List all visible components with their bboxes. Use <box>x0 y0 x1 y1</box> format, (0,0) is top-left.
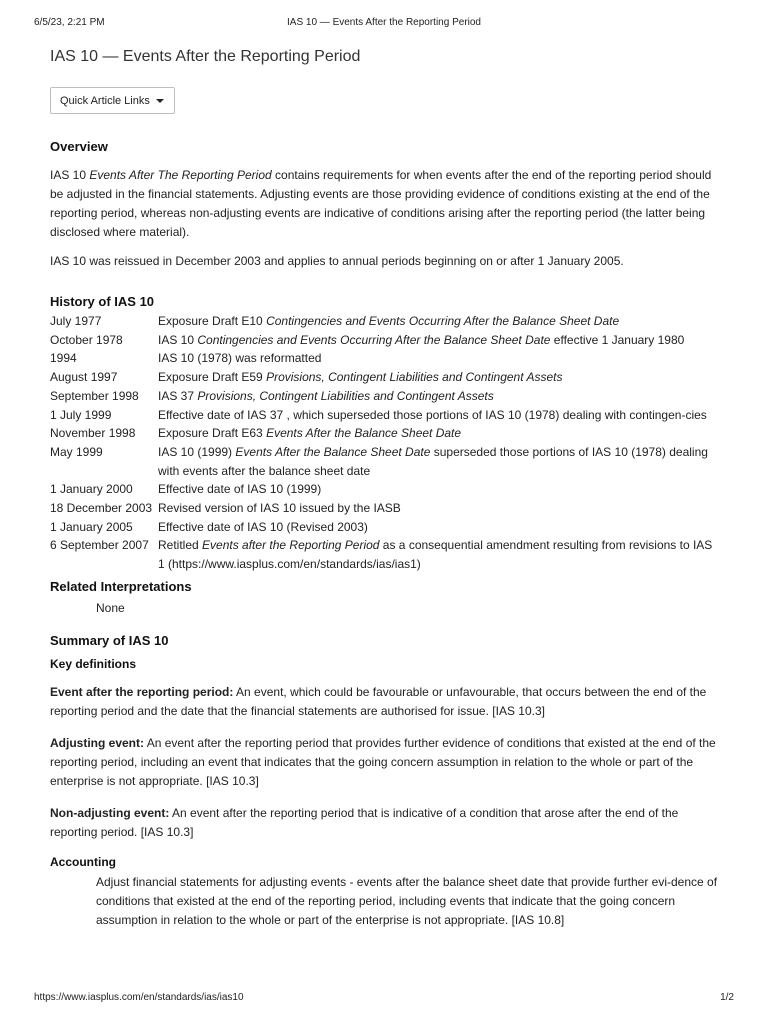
overview-p1-rest: contains requirements for when events after the end of the reporting period should be adjusted in the financial statements. Adjusting events are those providing evidence of conditions existing at the end of the reporting period, whereas non-adjusting events are indicative of conditions arising after the reporting period (the latter being disclosed where material). <box>50 168 712 239</box>
accounting-paragraph: Adjust financial statements for adjusting events - events after the balance sheet date that provide further evi-dence of conditions that existed at the end of the reporting period, including events that indicate that the going concern assumption in relation to the whole or part of the enterprise is not appropriate. [IAS 10.8] <box>96 874 718 927</box>
history-document-title: Provisions, Contingent Liabilities and Contingent Assets <box>197 388 494 403</box>
history-date: October 1978 <box>50 332 123 347</box>
history-description <box>158 368 718 387</box>
history-text-continued: effective 1 January 1980 <box>550 332 685 347</box>
history-description <box>158 349 718 368</box>
print-footer <box>34 992 734 1003</box>
related-interpretations-heading: Related Interpretations <box>50 578 192 594</box>
history-row <box>50 499 718 518</box>
definition-term: Non-adjusting event: <box>50 805 170 820</box>
history-row <box>50 424 718 443</box>
history-date: September 1998 <box>50 388 139 403</box>
definition-term: Adjusting event: <box>50 735 145 750</box>
history-document-title: Events after the Reporting Period <box>202 538 380 553</box>
key-definitions-heading: Key definitions <box>50 656 137 671</box>
definition-non-adjusting-event <box>50 804 718 842</box>
quick-article-links-button[interactable] <box>50 87 175 114</box>
overview-heading: Overview <box>50 139 108 154</box>
history-text: IAS 10 (1978) was reformatted <box>158 351 322 366</box>
history-document-title: Provisions, Contingent Liabilities and Contingent Assets <box>266 370 563 385</box>
history-description <box>158 536 718 573</box>
quick-article-links-label: Quick Article Links <box>60 94 150 107</box>
accounting-heading: Accounting <box>50 854 116 869</box>
history-row <box>50 331 718 350</box>
history-row <box>50 518 718 537</box>
history-description <box>158 518 718 537</box>
print-datetime: 6/5/23, 2:21 PM <box>34 17 105 28</box>
history-date: November 1998 <box>50 426 136 441</box>
history-document-title: Contingencies and Events Occurring After the Balance Sheet Date <box>197 332 551 347</box>
history-text-continued: as a consequential amendment resulting from revisions to IAS 1 (https://www.iasplus.com/en/standards/ias/ias1) <box>158 538 713 572</box>
history-description <box>158 480 718 499</box>
history-text: IAS 10 <box>158 332 198 347</box>
history-row <box>50 443 718 480</box>
history-description <box>158 312 718 331</box>
history-row <box>50 387 718 406</box>
print-url: https://www.iasplus.com/en/standards/ias/ias10 <box>34 992 244 1003</box>
definition-text: An event after the reporting period that is indicative of a condition that arose after the end of the reporting period. [IAS 10.3] <box>50 805 679 839</box>
overview-paragraph-1 <box>50 166 718 242</box>
history-date: August 1997 <box>50 370 118 385</box>
history-document-title: Events After the Balance Sheet Date <box>266 426 462 441</box>
overview-p1-title: Events After The Reporting Period <box>89 168 272 182</box>
history-text-continued: superseded those portions of IAS 10 (1978) dealing with events after the balance sheet date <box>158 444 708 478</box>
history-row <box>50 536 718 573</box>
history-text: IAS 10 (1999) <box>158 444 236 459</box>
history-heading: History of IAS 10 <box>50 294 155 309</box>
history-text: Exposure Draft E10 <box>158 314 267 328</box>
history-row <box>50 368 718 387</box>
history-text: Exposure Draft E63 <box>158 426 267 441</box>
history-list <box>50 312 718 574</box>
history-document-title: Events After the Balance Sheet Date <box>235 444 431 459</box>
summary-heading: Summary of IAS 10 <box>50 632 169 648</box>
history-description <box>158 406 718 425</box>
history-text: Retitled <box>158 538 203 553</box>
history-date: 1994 <box>50 351 77 366</box>
history-date: 1 January 2000 <box>50 482 133 497</box>
definition-term: Event after the reporting period: <box>50 684 234 699</box>
history-description <box>158 331 718 350</box>
page-title: IAS 10 — Events After the Reporting Period <box>50 48 361 65</box>
history-row <box>50 312 718 331</box>
definition-text: An event after the reporting period that provides further evidence of conditions that existed at the end of the reporting period, including an event that indicates that the going concern assumption in relation to the whole or part of the enterprise is not appropriate. [IAS 10.3] <box>50 735 716 788</box>
history-text: Exposure Draft E59 <box>158 370 267 385</box>
history-document-title: Contingencies and Events Occurring After the Balance Sheet Date <box>266 314 620 328</box>
history-row <box>50 349 718 368</box>
caret-down-icon <box>156 99 164 103</box>
history-text: Revised version of IAS 10 issued by the IASB <box>158 501 401 516</box>
history-text: Effective date of IAS 37 , which superseded those portions of IAS 10 (1978) dealing with contingen-cies <box>158 407 707 422</box>
history-text: Effective date of IAS 10 (Revised 2003) <box>158 519 368 534</box>
history-row <box>50 406 718 425</box>
history-date: May 1999 <box>50 444 103 459</box>
history-date: 1 January 2005 <box>50 519 133 534</box>
history-date: 18 December 2003 <box>50 501 153 516</box>
history-description <box>158 443 718 480</box>
overview-p1-start: IAS 10 <box>50 168 90 182</box>
history-description <box>158 424 718 443</box>
definition-adjusting-event <box>50 734 718 791</box>
print-page-number: 1/2 <box>720 992 734 1003</box>
history-text: IAS 37 <box>158 388 198 403</box>
article-content <box>50 46 718 930</box>
overview-paragraph-2: IAS 10 was reissued in December 2003 and applies to annual periods beginning on or after 1 January 2005. <box>50 254 624 268</box>
history-description <box>158 387 718 406</box>
history-text: Effective date of IAS 10 (1999) <box>158 482 322 497</box>
history-date: 6 September 2007 <box>50 538 149 553</box>
history-date: 1 July 1999 <box>50 407 112 422</box>
print-title: IAS 10 — Events After the Reporting Period <box>287 17 481 28</box>
related-interpretations-value: None <box>96 600 125 615</box>
history-row <box>50 480 718 499</box>
definition-text: An event, which could be favourable or unfavourable, that occurs between the end of the reporting period and the date that the financial statements are authorised for issue. [IAS 10.3] <box>50 684 707 718</box>
history-date: July 1977 <box>50 314 102 328</box>
definition-event-after-reporting-period <box>50 683 718 721</box>
history-description <box>158 499 718 518</box>
